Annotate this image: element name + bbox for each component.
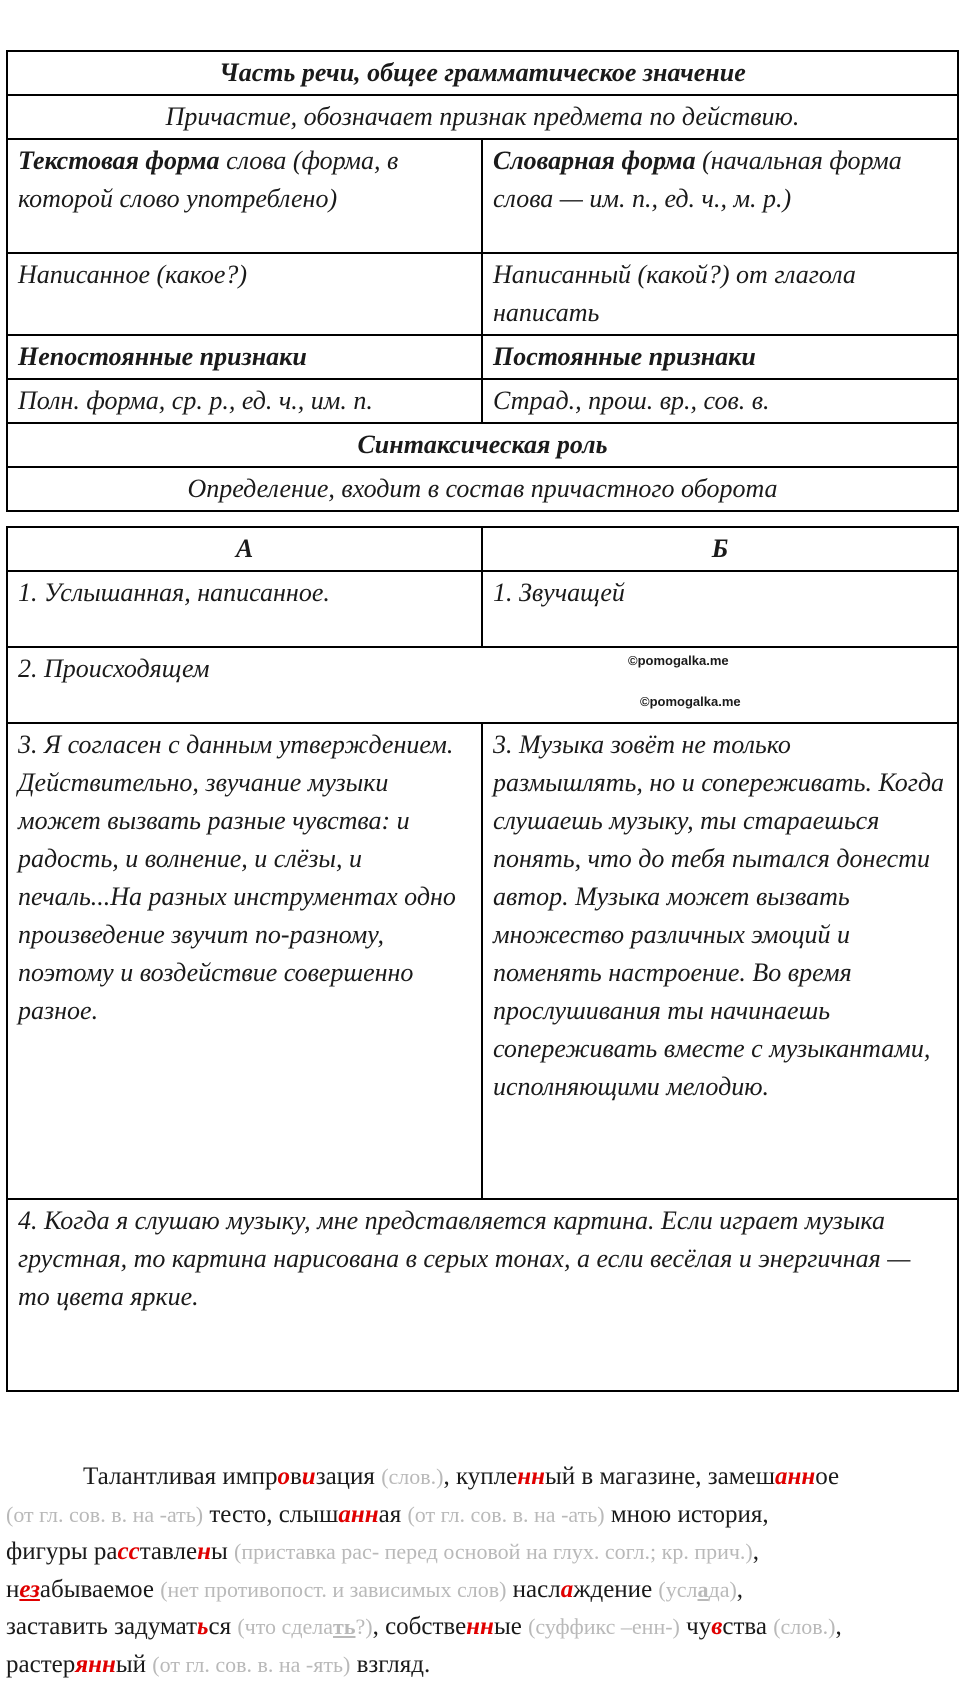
grammar-note: да) bbox=[708, 1576, 737, 1602]
paragraph-line-5 bbox=[6, 1608, 951, 1646]
highlighted-letter: янн bbox=[75, 1650, 116, 1678]
text-segment: тавле bbox=[139, 1538, 198, 1565]
column-b-header: Б bbox=[482, 527, 958, 571]
column-a-header: А bbox=[7, 527, 482, 571]
highlighted-letter: анн bbox=[338, 1500, 379, 1528]
grammar-note-letter: а bbox=[697, 1576, 709, 1602]
grammar-note: (суффикс –енн-) bbox=[528, 1614, 680, 1639]
text-segment: Талантливая импр bbox=[83, 1463, 278, 1490]
grammar-note: (слов.) bbox=[381, 1464, 444, 1489]
dict-form-header bbox=[482, 139, 958, 253]
grammar-note: (что сдела bbox=[237, 1614, 334, 1639]
answer-1b: 1. Звучащей bbox=[482, 571, 958, 647]
watermark-2: ©pomogalka.me bbox=[640, 694, 741, 709]
morphological-analysis-table bbox=[6, 50, 959, 512]
constant-features-header: Постоянные признаки bbox=[482, 335, 958, 379]
text-segment: в bbox=[289, 1463, 302, 1490]
highlighted-letter: нн bbox=[466, 1613, 494, 1640]
text-segment: мною история, bbox=[604, 1500, 769, 1528]
highlighted-letter: о bbox=[277, 1463, 290, 1490]
text-segment: заставить задумат bbox=[6, 1613, 198, 1640]
grammar-note: (приставка рас- перед основой на глух. согл.; кр. прич.) bbox=[234, 1539, 753, 1564]
text-segment: ства bbox=[722, 1613, 774, 1640]
text-segment: , bbox=[752, 1538, 760, 1565]
text-segment: , bbox=[736, 1575, 744, 1603]
text-segment: тесто, слыш bbox=[203, 1500, 339, 1528]
nonconstant-features-value: Полн. форма, ср. р., ед. ч., им. п. bbox=[7, 379, 482, 423]
paragraph-line-6 bbox=[6, 1646, 951, 1684]
text-segment: абываемое bbox=[39, 1575, 161, 1603]
paragraph-line-2 bbox=[6, 1496, 951, 1534]
text-segment: ый bbox=[115, 1650, 153, 1678]
text-segment: ы bbox=[210, 1538, 234, 1565]
paragraph-line-4 bbox=[6, 1571, 951, 1609]
highlighted-letter: а bbox=[560, 1575, 574, 1603]
text-segment: ждение bbox=[573, 1575, 659, 1603]
part-of-speech-header: Часть речи, общее грамматическое значение bbox=[7, 51, 958, 95]
text-form-value: Написанное (какое?) bbox=[7, 253, 482, 335]
watermark-1: ©pomogalka.me bbox=[628, 653, 729, 668]
answer-3b: 3. Музыка зовёт не только размышлять, но и сопереживать. Когда слушаешь музыку, ты стараешься понять, что до тебя пытался донести автор. Музыка может вызвать множество различных эмоций и поменять настроение. Во время прослушивания ты начинаешь сопереживать вместе с музыкантами, исполняющими мелодию. bbox=[482, 723, 958, 1199]
answer-3a: 3. Я согласен с данным утверждением. Действительно, звучание музыки может вызвать разные чувства: и радость, и волнение, и слёзы, и печаль...На разных инструментах одно произведение звучит по-разному, поэтому и воздействие совершенно разное. bbox=[7, 723, 482, 1199]
paragraph-line-1 bbox=[6, 1458, 951, 1496]
text-segment: , купле bbox=[443, 1463, 518, 1490]
dict-form-bold: Словарная форма bbox=[493, 146, 696, 175]
dict-form-value: Написанный (какой?) от глагола написать bbox=[482, 253, 958, 335]
grammar-note: (от гл. сов. в. на -ять) bbox=[152, 1651, 351, 1677]
highlighted-letter: сс bbox=[117, 1538, 140, 1565]
text-segment: ые bbox=[493, 1613, 529, 1640]
text-segment: ый в магазине, замеш bbox=[545, 1463, 775, 1490]
text-segment: зация bbox=[315, 1463, 382, 1490]
answers-table bbox=[6, 526, 959, 1392]
text-segment: растер bbox=[6, 1650, 76, 1678]
dict-form-rest: (начальная форма слова — им. п., ед. ч., м. р.) bbox=[493, 146, 902, 213]
spelling-paragraph bbox=[6, 1458, 951, 1683]
text-segment: ая bbox=[378, 1500, 408, 1528]
answer-2: 2. Происходящем bbox=[7, 647, 958, 723]
constant-features-value: Страд., прош. вр., сов. в. bbox=[482, 379, 958, 423]
text-form-rest: слова (форма, в которой слово употреблено) bbox=[18, 146, 399, 213]
paragraph-line-3 bbox=[6, 1533, 951, 1571]
grammar-note: (слов.) bbox=[773, 1614, 836, 1639]
part-of-speech-value: Причастие, обозначает признак предмета по действию. bbox=[7, 95, 958, 139]
text-form-bold: Текстовая форма bbox=[18, 146, 220, 175]
syntactic-role-value: Определение, входит в состав причастного оборота bbox=[7, 467, 958, 511]
syntactic-role-header: Синтаксическая роль bbox=[7, 423, 958, 467]
highlighted-letter: нн bbox=[517, 1463, 545, 1490]
highlighted-letter: в bbox=[711, 1613, 723, 1640]
grammar-note: (нет противопост. и зависимых слов) bbox=[160, 1576, 507, 1602]
grammar-note: (от гл. сов. в. на -ать) bbox=[407, 1501, 605, 1527]
highlighted-letter: ь bbox=[197, 1613, 209, 1640]
grammar-note: ?) bbox=[355, 1614, 373, 1639]
text-segment: , bbox=[835, 1613, 842, 1640]
answer-4: 4. Когда я слушаю музыку, мне представляется картина. Если играет музыка грустная, то картина нарисована в серых тонах, а если весёлая и энергичная — то цвета яркие. bbox=[7, 1199, 958, 1391]
text-segment: фигуры ра bbox=[6, 1538, 118, 1565]
text-segment: насл bbox=[506, 1575, 561, 1603]
text-segment: чу bbox=[679, 1613, 712, 1640]
highlighted-letter: ез bbox=[19, 1575, 40, 1603]
highlighted-letter: и bbox=[301, 1463, 316, 1490]
grammar-note: (от гл. сов. в. на -ать) bbox=[6, 1501, 204, 1527]
highlighted-letter: анн bbox=[774, 1463, 816, 1490]
text-segment: ся bbox=[208, 1613, 238, 1640]
text-segment: взгляд. bbox=[350, 1650, 431, 1678]
highlighted-letter: н bbox=[197, 1538, 211, 1565]
answer-1a: 1. Услышанная, написанное. bbox=[7, 571, 482, 647]
text-segment: , собстве bbox=[372, 1613, 467, 1640]
grammar-note-letter: ть bbox=[333, 1614, 356, 1639]
text-segment: н bbox=[6, 1575, 20, 1603]
text-form-header bbox=[7, 139, 482, 253]
text-segment: ое bbox=[815, 1463, 840, 1490]
nonconstant-features-header: Непостоянные признаки bbox=[7, 335, 482, 379]
grammar-note: (усл bbox=[658, 1576, 698, 1602]
